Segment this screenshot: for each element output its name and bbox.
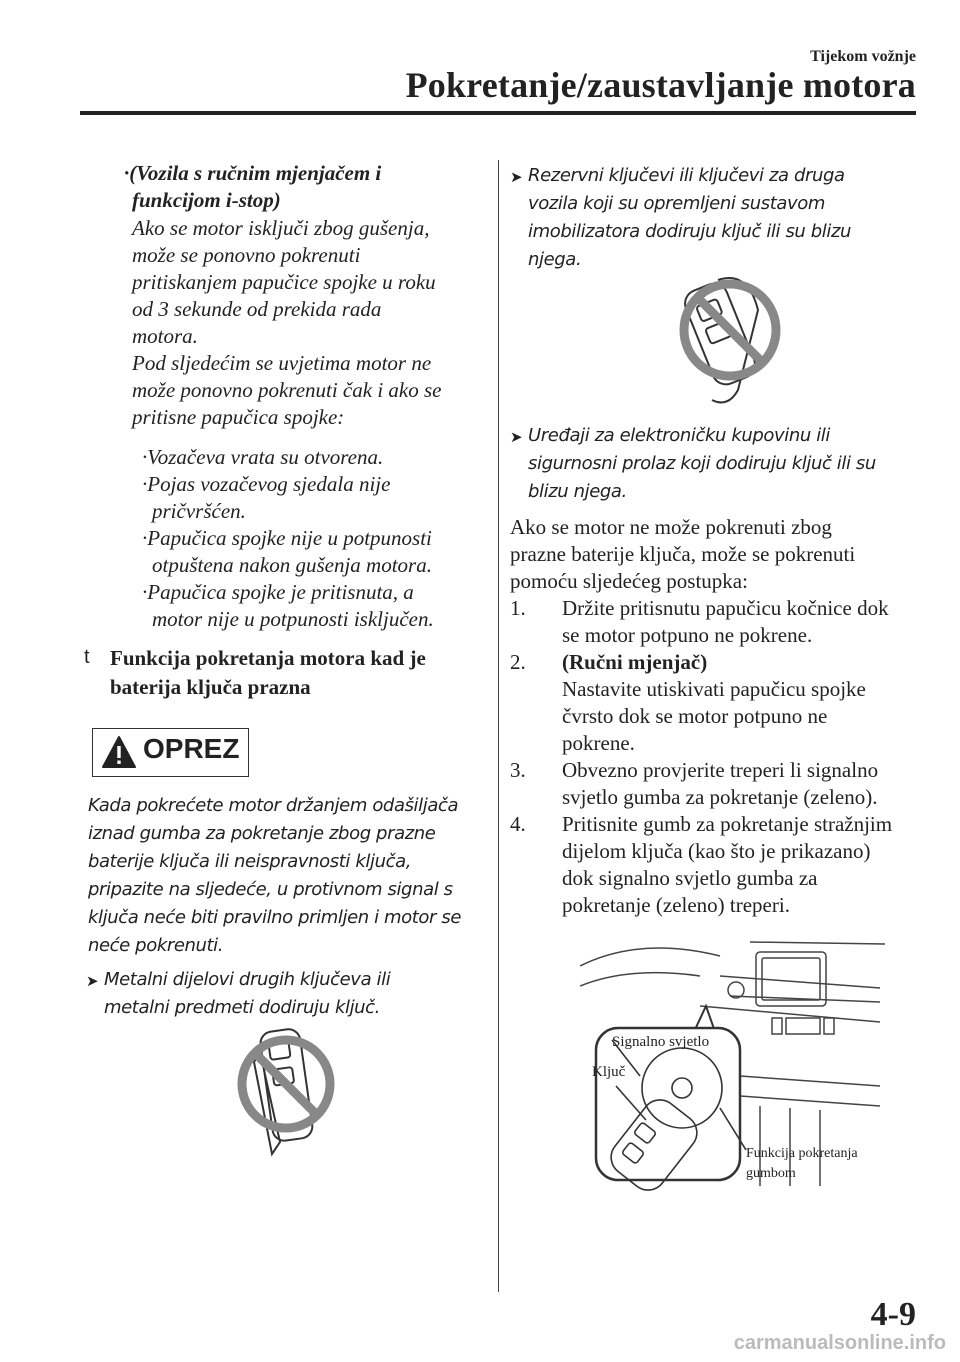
column-divider [498,160,499,1292]
step-number: 3. [510,758,526,782]
bullet-title: funkcijom i-stop) [132,188,281,212]
arrow-item-line: imobilizatora dodiruju ključ ili su blizu [528,221,852,242]
prohibited-key-figure [668,270,790,412]
warning-badge [92,728,249,777]
sub-bullet: ·Vozačeva vrata su otvorena. [142,445,384,469]
warning-line: neće pokrenuti. [88,935,224,956]
section-header: Tijekom vožnje [810,48,916,65]
step-number: 2. [510,650,526,674]
step-line: Pritisnite gumb za pokretanje stražnjim [562,812,893,836]
arrow-icon: ➤ [86,972,99,990]
step-line: Nastavite utiskivati papučicu spojke [562,677,866,701]
section-marker: t [84,646,90,668]
header-rule [80,111,916,115]
step-line: pokrene. [562,731,635,755]
arrow-item-line: Uređaji za elektroničku kupovinu ili [528,425,830,446]
paragraph-line: pomoću sljedećeg postupka: [510,569,748,593]
arrow-item-line: metalni predmeti dodiruju ključ. [104,997,380,1018]
sub-bullet: ·Papučica spojke nije u potpunosti [142,526,432,550]
paragraph-line: pritiskanjem papučice spojke u roku [132,270,436,294]
warning-line: baterije ključa ili neispravnosti ključa, [88,851,412,872]
step-line: dijelom ključa (kao što je prikazano) [562,839,871,863]
warning-label: OPREZ [143,733,240,764]
step-line: Držite pritisnutu papučicu kočnice dok [562,596,889,620]
warning-icon [101,735,137,769]
bullet-title: ·(Vozila s ručnim mjenjačem i [124,161,382,185]
sub-bullet: otpuštena nakon gušenja motora. [152,553,432,577]
prohibited-key-figure [230,1022,342,1162]
footer-watermark: carmanualsonline.info [733,1332,946,1354]
paragraph-line: Ako se motor isključi zbog gušenja, [132,216,430,240]
warning-line: iznad gumba za pokretanje zbog prazne [88,823,436,844]
sub-bullet: pričvršćen. [152,499,246,523]
arrow-item-line: vozila koji su opremljeni sustavom [528,193,826,214]
page-number: 4-9 [870,1296,916,1333]
paragraph-line: Ako se motor ne može pokrenuti zbog [510,515,832,539]
warning-line: Kada pokrećete motor držanjem odašiljača [88,795,459,816]
sub-bullet: motor nije u potpunosti isključen. [152,607,434,631]
warning-line: ključa neće biti pravilno primljen i motor se [88,907,461,928]
step-number: 1. [510,596,526,620]
paragraph-line: može se ponovno pokrenuti [132,243,361,267]
section-title: baterija ključa prazna [110,675,311,699]
paragraph-line: može ponovno pokrenuti čak i ako se [132,378,442,402]
arrow-item-line: Metalni dijelovi drugih ključeva ili [104,969,391,990]
signal-light-label: Signalno svjetlo [612,1034,710,1050]
paragraph-line: od 3 sekunde od prekida rada [132,297,382,321]
paragraph-line: prazne baterije ključa, može se pokrenuti [510,542,856,566]
step-number: 4. [510,812,526,836]
start-button-label: gumbom [746,1166,796,1181]
arrow-icon: ➤ [510,168,523,186]
step-line: pokretanje (zeleno) treperi. [562,893,790,917]
arrow-item-line: Rezervni ključevi ili ključevi za druga [528,165,845,186]
arrow-icon: ➤ [510,428,523,446]
arrow-item-line: njega. [528,249,582,270]
step-line: čvrsto dok se motor potpuno ne [562,704,828,728]
sub-bullet: ·Papučica spojke je pritisnuta, a [142,580,414,604]
paragraph-line: pritisne papučica spojke: [132,405,345,429]
step-line: Obvezno provjerite treperi li signalno [562,758,879,782]
section-title: Funkcija pokretanja motora kad je [110,646,426,670]
sub-bullet: ·Pojas vozačevog sjedala nije [142,472,391,496]
step-line: svjetlo gumba za pokretanje (zeleno). [562,785,878,809]
paragraph-line: Pod sljedećim se uvjetima motor ne [132,351,432,375]
step-line: dok signalno svjetlo gumba za [562,866,818,890]
step-line: se motor potpuno ne pokrene. [562,623,813,647]
arrow-item-line: blizu njega. [528,481,627,502]
warning-line: pripazite na sljedeće, u protivnom signal s [88,879,453,900]
step-line: (Ručni mjenjač) [562,650,708,674]
paragraph-line: motora. [132,324,198,348]
arrow-item-line: sigurnosni prolaz koji dodiruju ključ ili su [528,453,876,474]
start-button-label: Funkcija pokretanja [746,1146,858,1161]
page-title: Pokretanje/zaustavljanje motora [405,65,916,105]
key-label: Ključ [592,1064,626,1080]
